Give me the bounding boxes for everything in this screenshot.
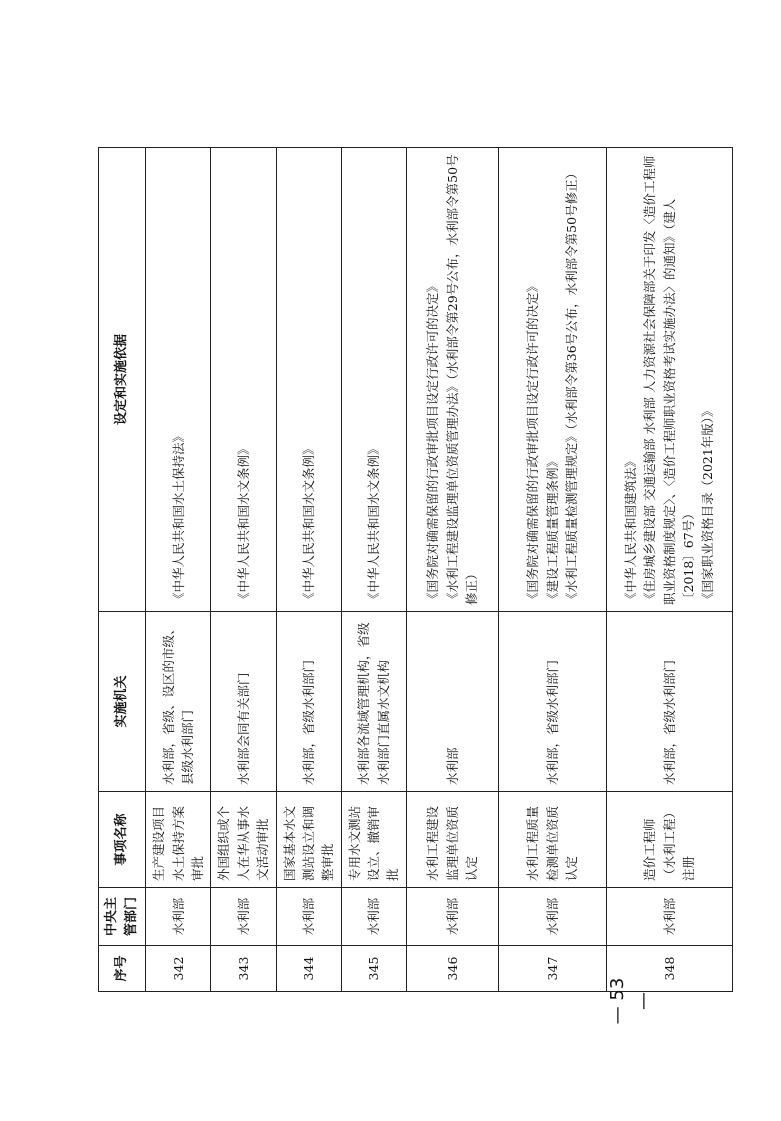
header-basis: 设定和实施依据 [99,148,146,612]
basis-line: 《国务院对确需保留的行政审批项目设定行政许可的决定》 [525,279,541,605]
row-department: 水利部 [406,888,498,946]
header-authority: 实施机关 [99,612,146,792]
row-authority: 水利部，省级水利部门 [606,612,732,792]
basis-line: 《中华人民共和国建筑法》 [622,454,638,605]
table-row [211,148,276,992]
table-row [146,148,211,992]
row-item-name: 生产建设项目水土保持方案审批 [146,792,211,888]
basis-line: 《中华人民共和国水文条例》 [366,442,382,605]
basis-line: 《中华人民共和国水文条例》 [235,442,251,605]
page-number: — 53 — [607,977,654,1025]
approval-items-table [98,147,733,992]
header-item-name: 事项名称 [99,792,146,888]
row-authority: 水利部，省级水利部门 [498,612,606,792]
row-basis [146,148,211,612]
header-serial: 序号 [99,946,146,992]
row-serial: 346 [406,946,498,992]
row-authority: 水利部，省级、设区的市级、县级水利部门 [146,612,211,792]
row-serial: 344 [276,946,341,992]
row-department: 水利部 [211,888,276,946]
row-item-name: 造价工程师（水利工程）注册 [606,792,732,888]
row-department: 水利部 [146,888,211,946]
basis-line: 《中华人民共和国水文条例》 [300,442,316,605]
row-department: 水利部 [276,888,341,946]
header-department: 中央主管部门 [99,888,146,946]
row-serial: 345 [341,946,406,992]
basis-line: 《水利工程建设监理单位资质管理办法》（水利部令第29号公布，水利部令第50号修正） [444,154,479,605]
row-basis [341,148,406,612]
row-serial: 347 [498,946,606,992]
row-serial: 348 [606,946,732,992]
row-department: 水利部 [606,888,732,946]
row-authority: 水利部 [406,612,498,792]
basis-line: 《国务院对确需保留的行政审批项目设定行政许可的决定》 [425,279,441,605]
basis-line: 《水利工程质量检测管理规定》（水利部令第36号公布，水利部令第50号修正） [563,166,579,605]
row-item-name: 水利工程质量检测单位资质认定 [498,792,606,888]
row-item-name: 外国组织或个人在华从事水文活动审批 [211,792,276,888]
row-authority: 水利部各流域管理机构，省级水利部门直属水文机构 [341,612,406,792]
basis-line: 《住房城乡建设部 交通运输部 水利部 人力资源社会保障部关于印发〈造价工程师职业资格制度规定〉、〈造价工程师职业资格考试实施办法〉的通知》（建人〔2018〕67号） [642,155,696,605]
row-serial: 342 [146,946,211,992]
table-row [498,148,606,992]
row-department: 水利部 [498,888,606,946]
row-basis [211,148,276,612]
row-basis [606,148,732,612]
rotated-table-container [98,148,716,992]
row-serial: 343 [211,946,276,992]
row-authority: 水利部会同有关部门 [211,612,276,792]
table-row [406,148,498,992]
row-basis [406,148,498,612]
row-authority: 水利部，省级水利部门 [276,612,341,792]
row-item-name: 国家基本水文测站设立和调整审批 [276,792,341,888]
basis-line: 《国家职业资格目录（2021年版）》 [700,404,716,605]
row-item-name: 水利工程建设监理单位资质认定 [406,792,498,888]
row-basis [276,148,341,612]
table-row [606,148,732,992]
row-department: 水利部 [341,888,406,946]
basis-line: 《建设工程质量管理条例》 [544,454,560,605]
table-header-row [99,148,146,992]
row-basis [498,148,606,612]
basis-line: 《中华人民共和国水土保持法》 [170,429,186,605]
table-row [276,148,341,992]
row-item-name: 专用水文测站设立、撤销审批 [341,792,406,888]
table-row [341,148,406,992]
